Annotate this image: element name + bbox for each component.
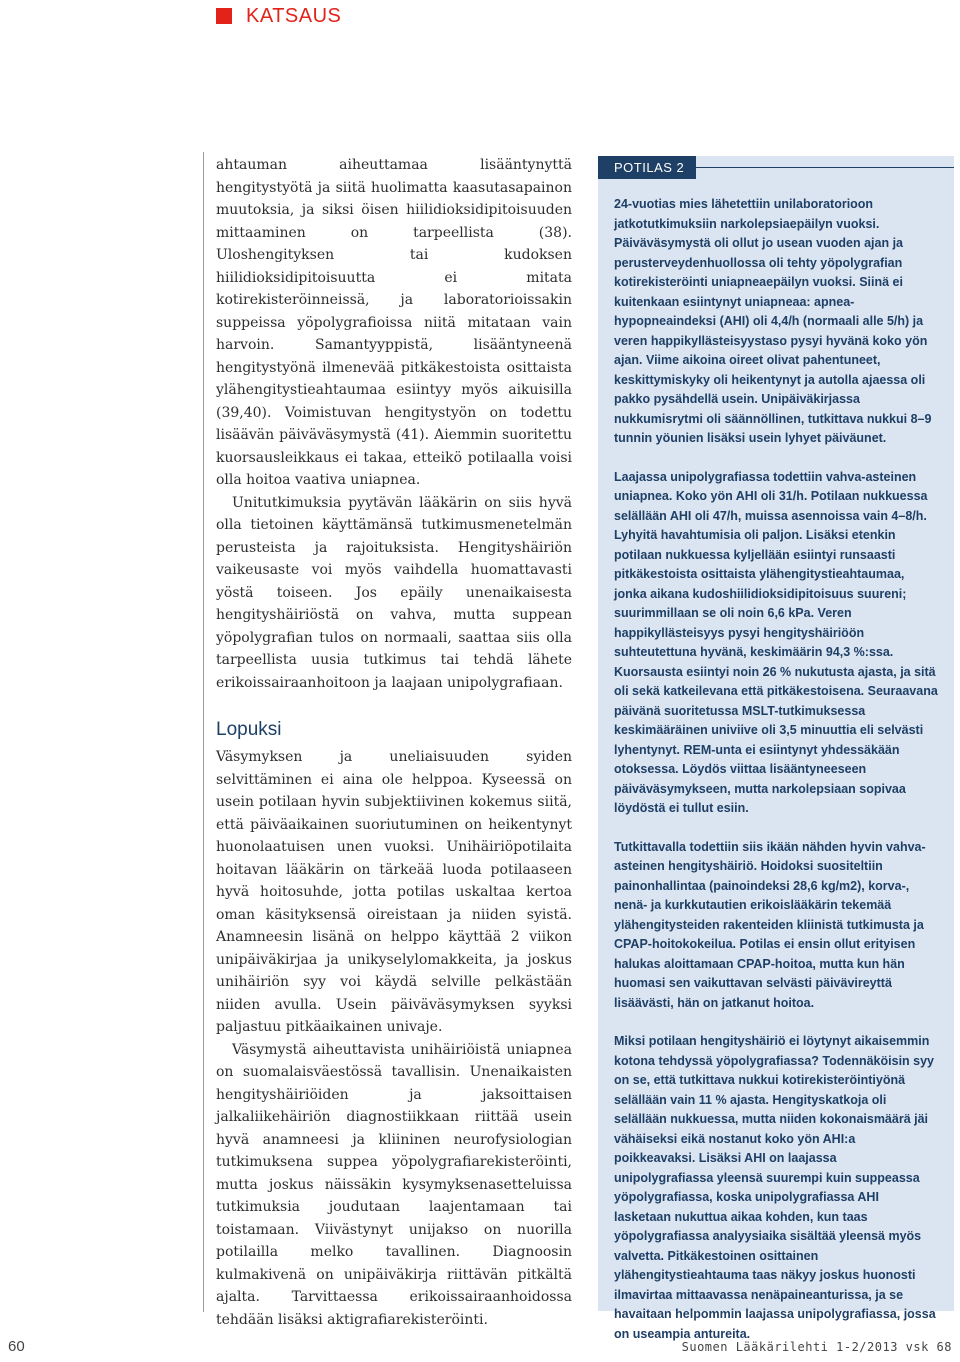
- paragraph-1: ahtauman aiheuttamaa lisääntynyttä hengitystyötä ja siitä huolimatta kaasutasapainon muutoksia, ja siksi öisen hiilidioksidipitoisuuden mittaaminen on tarpeellista (38). Uloshengityksen tai kudoksen hiilidioksidipitoisuutta ei mitata kotirekisteröinneissä, ja laboratorioissakin suppeissa yöpolygrafioissa niitä mitataan vain harvoin. Samantyyppistä, lisääntyneenä hengitystyönä ilmenevää pitkäkestoista osittaista ylähengitystieahtaumaa esiintyy myös aikuisilla (39,40). Voimistuvan hengitystyön on todettu lisäävän päiväväsymystä (41). Aiemmin suoritettu kuorsausleikkaus ei takaa, etteikö potilaalla voisi olla hoitoa vaativa uniapnea.: [216, 157, 572, 488]
- paragraph-3: Väsymyksen ja uneliaisuuden syiden selvittäminen ei aina ole helppoa. Kyseessä on usein potilaan hyvin subjektiivinen kokemus siitä, että päiväaikainen suoriutuminen on heikentynyt huonolaatuisen unen vuoksi. Unihäiriöpotilaita hoitavan lääkärin on tärkeää luoda potilaaseen hyvä hoitosuhde, jotta potilas uskaltaa kertoa oman käsityksensä oireistaan ja niiden syistä. Anamneesin lisänä on helppo käyttää 2 viikon unipäiväkirjaa ja unikyselylomakkeita, ja joskus unihäiriön syy voi käydä selville pelkästään niiden avulla. Usein päiväväsymyksen syyksi paljastuu pitkäaikainen univaje.: [216, 749, 572, 1035]
- section-heading: Lopuksi: [216, 719, 282, 740]
- paragraph-4: Väsymystä aiheuttavista unihäiriöistä uniapnea on suomalaisväestössä tavallisin. Unenaikaisten hengityshäiriöiden ja jaksoittaisen jalkaliikehäiriön diagnostiikkaan riittää usein hyvä anamneesi ja kliininen neurofysiologian tutkimuksena suppea yöpolygrafiarekisteröinti, mutta joskus näissäkin kysymyksenasetteluissa tutkimuksia joudutaan laajentamaan tai toistamaan. Viivästynyt unijakso on nuorilla potilailla melko tavallinen. Diagnoosin kulmakivenä on unipäiväkirja riittävän pitkältä ajalta. Tarvittaessa erikoissairaanhoidossa tehdään lisäksi aktigrafiarekisteröinti.: [216, 1041, 572, 1328]
- case-paragraph-4: Miksi potilaan hengityshäiriö ei löytynyt aikaisemmin kotona tehdyssä yöpolygrafiassa? Todennäköisin syy on se, että tutkittava nukkui kotirekisteröintiyönä selällään vain 11 % ajasta. Hengityskatkoja oli selällään nukkuessa, mutta niiden kokonaismäärä jäi vähäiseksi eikä nostanut koko yön AHI:a poikkeavaksi. Lisäksi AHI on laajassa unipolygrafiassa yleensä suurempi kuin suppeassa yöpolygrafiassa, koska unipolygrafiassa AHI lasketaan nukuttua aikaa kohden, kun taas yöpolygrafiassa analyysiaika sisältää yleensä myös valvetta. Pitkäkestoinen osittainen ylähengitystieahtauma taas näkyy joskus huonosti ilmavirtaa mittaavassa nenäpaineanturissa, ja se havaitaan helpommin laajassa unipolygrafiassa, jossa on useampia antureita.: [614, 1034, 936, 1341]
- case-paragraph-1: 24-vuotias mies lähetettiin unilaboratorioon jatkotutkimuksiin narkolepsiaepäilyn vuoksi. Päiväväsymystä oli ollut jo usean vuoden ajan ja perusterveydenhuollossa oli tehty yöpolygrafian kotirekisteröinti uniapneaepäilyn vuoksi. Siinä ei kuitenkaan esiintynyt uniapneaa: apnea-hypopneaindeksi (AHI) oli 4,4/h (normaali alle 5/h) ja veren happikyllästeisyystaso pysyi hyvänä koko yön ajan. Viime aikoina oireet olivat pahentuneet, keskittymiskyky oli heikentynyt ja autolla ajaessa oli pakko pysähdellä usein. Unipäiväkirjassa nukkumisrytmi oli säännöllinen, tutkittava nukkui 8–9 tunnin yöunien lisäksi usein lyhyet päiväunet.: [614, 197, 932, 445]
- case-paragraph-2: Laajassa unipolygrafiassa todettiin vahva-asteinen uniapnea. Koko yön AHI oli 31/h. Potilaan nukkuessa selällään AHI oli 47/h, muissa asennoissa vain 4–8/h. Lyhyitä havahtumisia oli paljon. Lisäksi etenkin potilaan nukkuessa kyljellään esiintyi runsaasti pitkäkestoista osittaista ylähengitystieahtaumaa, jonka aikana kudoshiilidioksidipitoisuus suureni; suurimmillaan se oli noin 6,6 kPa. Veren happikyllästeisyys pysyi hengityshäiriöön suhteutettuna hyvänä, keskimäärin 94,3 %:ssa. Kuorsausta esiintyi noin 26 % nukutusta ajasta, ja sitä oli sekä katkeilevana että pitkäkestoisena. Seuraavana päivänä suoritetussa MSLT-tutkimuksessa keskimääräinen univiive oli 3,5 minuuttia eli selvästi lyhentynyt. REM-unta ei esiintynyt yhdessäkään otoksessa. Löydös viittaa lisääntyneeseen päiväväsymykseen, mutta narkolepsiaan sopivaa löydöstä ei tullut esiin.: [614, 469, 938, 815]
- case-box: [598, 156, 954, 1341]
- section-header: [216, 4, 341, 28]
- case-box-rule: [696, 167, 954, 168]
- page-footer: [0, 1336, 960, 1362]
- section-title: KATSAUS: [246, 4, 342, 27]
- case-box-header: [598, 156, 954, 179]
- column-rule: [203, 152, 204, 1312]
- case-paragraph-3: Tutkittavalla todettiin siis ikään nähden hyvin vahva-asteinen hengityshäiriö. Hoidoksi suositeltiin painonhallintaa (painoindeksi 28,6 kg/m2), korva-, nenä- ja kurkkutautien erikoislääkärin tekemää ylähengitysteiden rakenteiden kliinistä tutkimusta ja CPAP-hoitokokeilua. Potilas ei ensin ollut erityisen halukas aloittamaan CPAP-hoitoa, mutta kun hän huomasi sen vaikuttavan selvästi päivävireyttä lisäävästi, hän on jatkanut hoitoa.: [614, 839, 926, 1010]
- paragraph-2: Unitutkimuksia pyytävän lääkärin on siis hyvä olla tietoinen käyttämänsä tutkimusmenetelmän perusteista ja rajoituksista. Hengityshäiriön vaikeusaste voi myös vaihdella huomattavasti yöstä toiseen. Jos epäily unenaikaisesta hengityshäiriöstä on vahva, mutta suppean yöpolygrafian tulos on normaali, saattaa siis olla tarpeellista uusia tutkimus tai tehdä lähete erikoissairaanhoitoon ja laajaan unipolygrafiaan.: [216, 494, 572, 691]
- red-square-icon: [216, 8, 232, 24]
- journal-name: Suomen Lääkärilehti 1-2/2013 vsk 68: [681, 1340, 952, 1354]
- case-box-body: [598, 179, 954, 1344]
- main-column: [216, 154, 572, 1331]
- case-box-tag: POTILAS 2: [598, 156, 696, 179]
- page-number: 60: [8, 1338, 25, 1355]
